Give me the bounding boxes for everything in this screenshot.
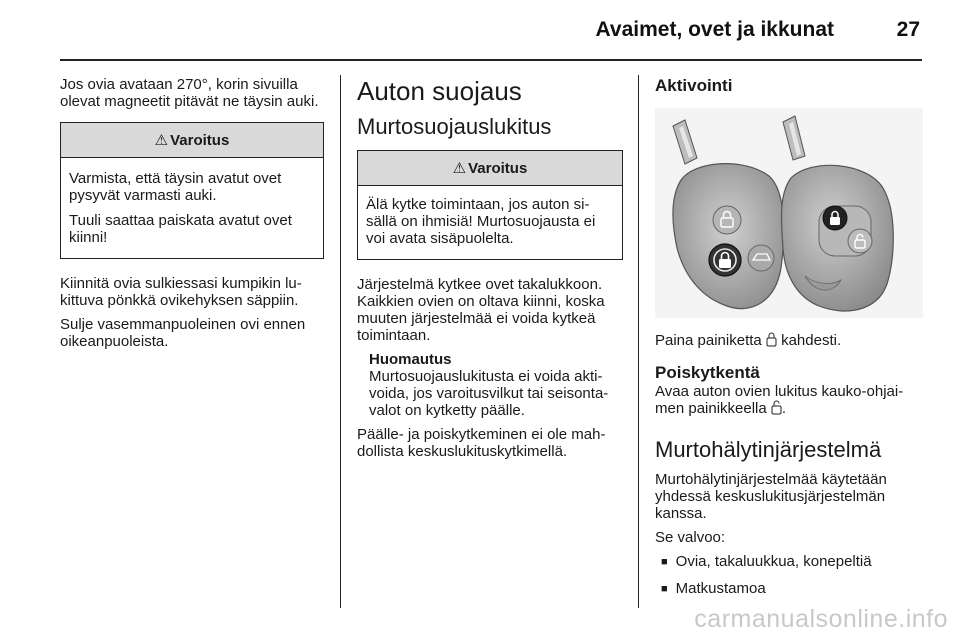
header-rule bbox=[60, 59, 922, 61]
page-header-title: Avaimet, ovet ja ikkunat bbox=[595, 18, 834, 41]
activation-text-end: kahdesti. bbox=[781, 332, 842, 349]
warning-box bbox=[60, 122, 324, 259]
column-divider bbox=[340, 75, 341, 608]
deactivation-heading: Poiskytkentä bbox=[655, 363, 760, 382]
monitors-label: Se valvoo: bbox=[655, 529, 726, 546]
warning-triangle-icon: ⚠ bbox=[452, 160, 467, 177]
warning-title: Varoitus bbox=[170, 132, 230, 149]
unlock-icon bbox=[771, 400, 782, 415]
warning-header bbox=[61, 123, 323, 158]
watermark: carmanualsonline.info bbox=[694, 605, 948, 633]
body-paragraph: Sulje vasemmanpuoleinen ovi ennen oikeanpuoleista. bbox=[60, 316, 306, 350]
column-middle bbox=[357, 76, 623, 467]
warning-line: Varmista, että täysin avatut ovet pysyvät varmasti auki. bbox=[69, 170, 282, 204]
column-divider bbox=[638, 75, 639, 608]
unlock-button bbox=[848, 229, 872, 253]
warning-header bbox=[358, 151, 622, 186]
square-bullet-icon: ■ bbox=[661, 583, 668, 595]
square-bullet-icon: ■ bbox=[661, 556, 668, 568]
note-text: Murtosuojauslukitusta ei voida akti-voida, jos varoitusvilkut tai seisonta-valot on kytketty päälle. bbox=[369, 368, 609, 419]
warning-box bbox=[357, 150, 623, 260]
alarm-text: Murtohälytinjärjestelmää käytetään yhdessä keskuslukitusjärjestelmän kanssa. bbox=[655, 471, 887, 522]
list-item bbox=[661, 580, 923, 599]
list-item-text: Matkustamoa bbox=[675, 580, 766, 597]
warning-text: Älä kytke toimintaan, jos auton si-sällä on ihmisiä! Murtosuojausta ei voi avata sisäpuolelta. bbox=[366, 196, 596, 247]
alarm-heading: Murtohälytinjärjestelmä bbox=[655, 437, 882, 462]
list-item-text: Ovia, takaluukkua, konepeltiä bbox=[675, 553, 872, 570]
body-paragraph: Järjestelmä kytkee ovet takalukkoon. Kaikkien ovien on oltava kiinni, koska muuten järjestelmää ei voida kytkeä toimintaan. bbox=[357, 276, 605, 344]
warning-line: Tuuli saattaa paiskata avatut ovet kiinni! bbox=[69, 212, 292, 246]
subsection-heading: Murtosuojauslukitus bbox=[357, 114, 552, 139]
activation-text bbox=[655, 332, 923, 349]
list-item bbox=[661, 553, 923, 572]
note-title: Huomautus bbox=[369, 351, 452, 368]
note-block bbox=[357, 351, 623, 419]
warning-body bbox=[358, 186, 622, 259]
column-left bbox=[60, 76, 324, 357]
intro-paragraph: Jos ovia avataan 270°, korin sivuilla olevat magneetit pitävät ne täysin auki. bbox=[60, 76, 319, 110]
activation-heading: Aktivointi bbox=[655, 76, 733, 95]
warning-triangle-icon: ⚠ bbox=[154, 132, 169, 149]
monitored-list bbox=[655, 553, 923, 599]
warning-body bbox=[61, 158, 323, 258]
key-fob-illustration bbox=[655, 108, 923, 318]
deactivation-text-end: . bbox=[781, 400, 787, 417]
section-heading: Auton suojaus bbox=[357, 76, 522, 106]
body-paragraph: Päälle- ja poiskytkeminen ei ole mah-dollista keskuslukituskytkimellä. bbox=[357, 426, 606, 460]
lock-button-raised bbox=[713, 206, 741, 234]
deactivation-text bbox=[655, 383, 923, 417]
activation-text-start: Paina painiketta bbox=[655, 332, 762, 349]
warning-title: Varoitus bbox=[468, 160, 528, 177]
column-right bbox=[655, 76, 923, 607]
lock-icon bbox=[766, 332, 777, 347]
page-number: 27 bbox=[896, 18, 920, 41]
body-paragraph: Kiinnitä ovia sulkiessasi kumpikin lu-kittuva pönkkä ovikehyksen säppiin. bbox=[60, 275, 302, 309]
trunk-button bbox=[748, 245, 774, 271]
deactivation-text-start: Avaa auton ovien lukitus kauko-ohjai-men painikkeella bbox=[655, 383, 904, 417]
